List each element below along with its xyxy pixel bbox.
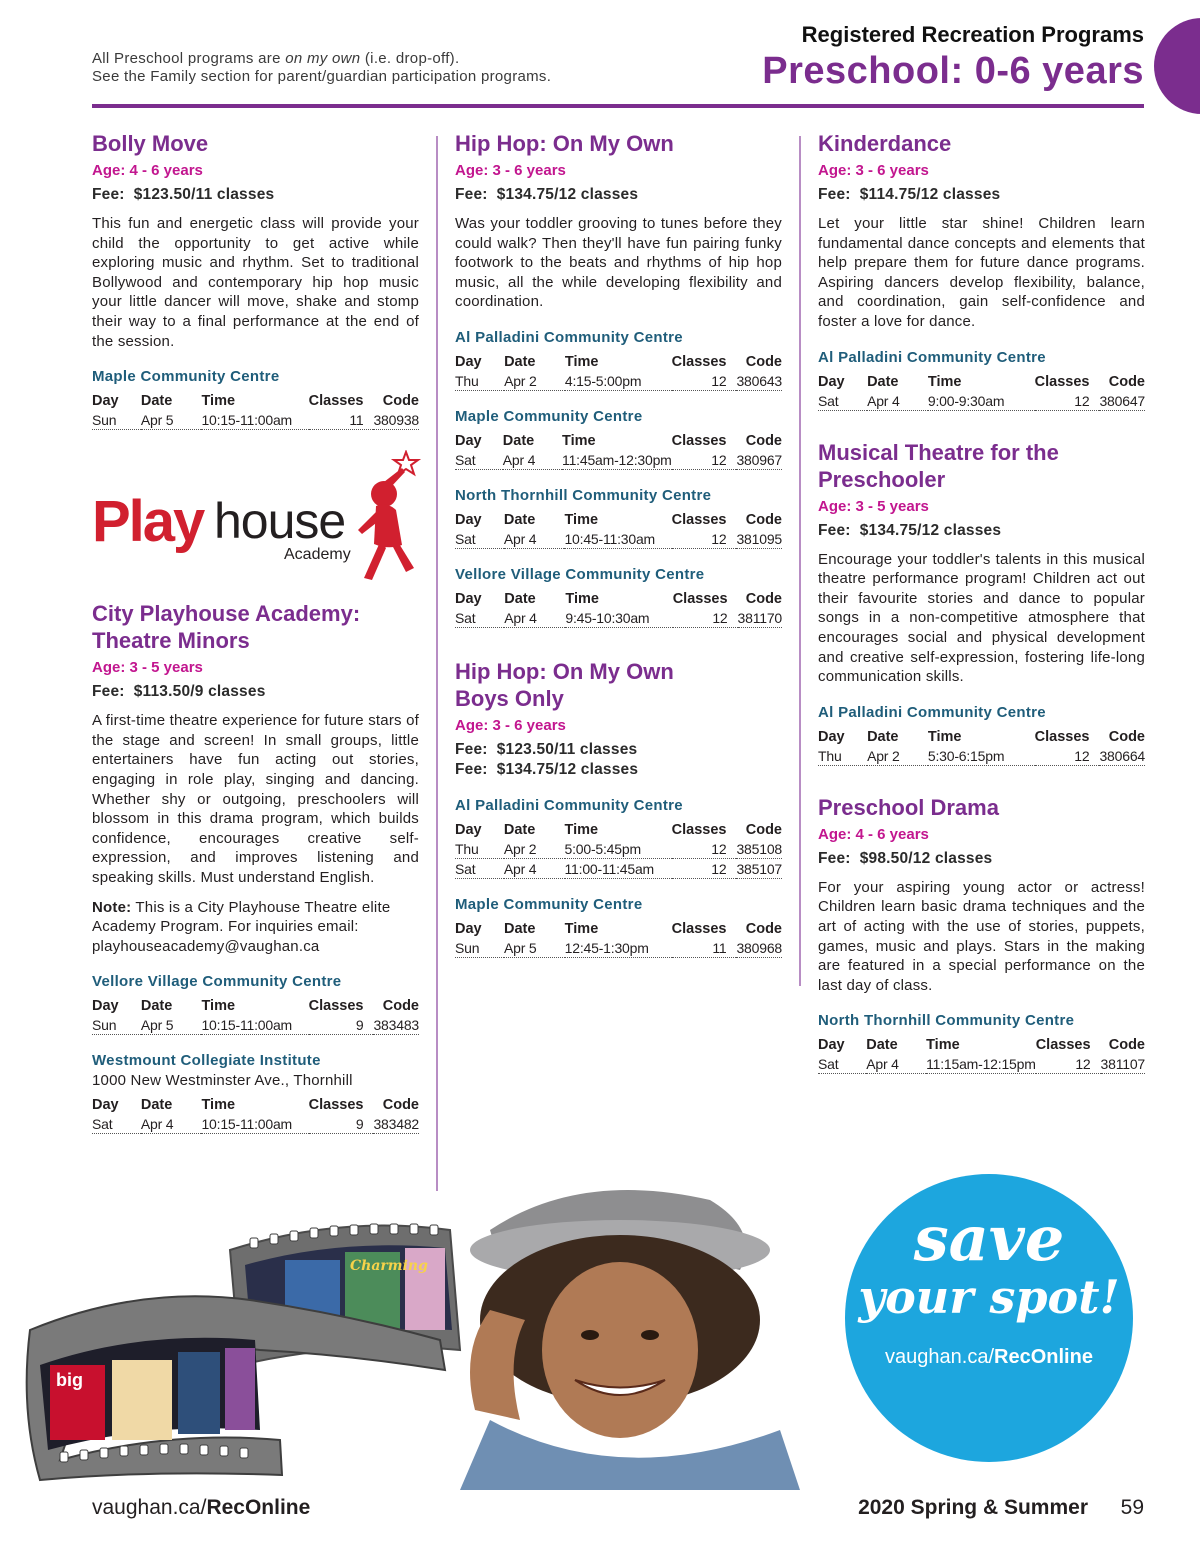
header-divider bbox=[92, 104, 1144, 108]
program-hip-hop-boys bbox=[455, 658, 782, 958]
program-title: Kinderdance bbox=[818, 131, 952, 156]
poster-charming-title: Charming bbox=[350, 1258, 428, 1274]
schedule-row: Thu Apr 2 4:15-5:00pm 12 380643 bbox=[455, 372, 782, 389]
program-title: City Playhouse Academy: Theatre Minors bbox=[92, 601, 361, 654]
program-age: Age: 3 - 6 years bbox=[455, 716, 566, 734]
child-photo bbox=[460, 1190, 800, 1490]
program-note: Note: This is a City Playhouse Theatre elite Academy Program. For inquiries email: playhouseacademy@vaughan.ca bbox=[92, 898, 391, 955]
program-bolly-move bbox=[92, 130, 419, 430]
schedule-table bbox=[455, 431, 782, 470]
location-name: Al Palladini Community Centre bbox=[818, 348, 1046, 366]
program-age: Age: 4 - 6 years bbox=[92, 162, 203, 179]
program-description: Encourage your toddler's talents in this musical theatre performance program! Children act out their favourite stories and dance to popular songs in a non-competitive atmosphere that encourages social and physical development and creative self-expression, fostering life-long communication skills. bbox=[818, 550, 1145, 686]
program-preschool-drama bbox=[818, 794, 1145, 1075]
schedule-header: Day Date Time Classes Code bbox=[92, 1097, 419, 1114]
program-description: Was your toddler grooving to tunes before they could walk? Then they'll have fun pairing funky footwork to the beats and rhythms of hip hop music, all the while developing flexibility and coordination. bbox=[455, 215, 782, 311]
location-name: Al Palladini Community Centre bbox=[455, 328, 683, 346]
promo-line2: your spot! bbox=[858, 1270, 1120, 1324]
location-name: Westmount Collegiate Institute bbox=[92, 1052, 321, 1070]
schedule-header: Day Date Time Classes Code bbox=[818, 373, 1145, 390]
section-label: Registered Recreation Programs bbox=[801, 22, 1144, 47]
schedule-table bbox=[455, 919, 782, 958]
schedule-row: Sat Apr 4 11:45am-12:30pm 12 380967 bbox=[455, 451, 782, 468]
location-address: 1000 New Westminster Ave., Thornhill bbox=[92, 1072, 353, 1090]
footer-url[interactable]: vaughan.ca/RecOnline bbox=[92, 1496, 311, 1519]
column-1 bbox=[92, 130, 419, 1154]
playhouse-academy-logo bbox=[92, 450, 419, 590]
poster-big-title: big bbox=[56, 1370, 83, 1390]
schedule-header: Day Date Time Classes Code bbox=[455, 432, 782, 449]
program-fee: Fee: $123.50/11 classes bbox=[92, 186, 275, 203]
location-name: North Thornhill Community Centre bbox=[818, 1012, 1075, 1030]
program-fee: Fee: $123.50/11 classes bbox=[455, 740, 638, 758]
page-number: 59 bbox=[1120, 1496, 1144, 1519]
program-age: Age: 4 - 6 years bbox=[818, 825, 929, 843]
program-kinderdance bbox=[818, 130, 1145, 411]
program-fee: Fee: $98.50/12 classes bbox=[818, 849, 993, 867]
program-title: Hip Hop: On My Own bbox=[455, 131, 674, 156]
schedule-table bbox=[455, 820, 782, 879]
program-fee: Fee: $134.75/12 classes bbox=[818, 521, 1002, 539]
program-musical-theatre bbox=[818, 439, 1145, 766]
program-description: This fun and energetic class will provide your child the opportunity to get active while exploring music and rhythm. Set to traditional Bollywood and contemporary hip hop music your little dancer will move, shake and stomp their way to a final performance at the end of the session. bbox=[92, 215, 419, 350]
program-fee: Fee: $113.50/9 classes bbox=[92, 683, 266, 701]
schedule-table bbox=[455, 510, 782, 549]
column-divider bbox=[799, 136, 801, 986]
section-tab-marker bbox=[1154, 18, 1200, 114]
logo-play-text: Play bbox=[92, 489, 204, 555]
program-city-playhouse bbox=[92, 600, 419, 1134]
program-age: Age: 3 - 5 years bbox=[92, 659, 203, 677]
schedule-table bbox=[818, 727, 1145, 766]
film-strip-photo-illustration bbox=[20, 1190, 840, 1490]
program-age: Age: 3 - 6 years bbox=[455, 162, 566, 179]
schedule-table bbox=[818, 1035, 1145, 1074]
program-title: Musical Theatre for the Preschooler bbox=[818, 439, 1059, 492]
logo-house-text: house bbox=[214, 493, 346, 550]
schedule-header: Day Date Time Classes Code bbox=[455, 590, 782, 607]
schedule-row: Thu Apr 2 5:00-5:45pm 12 385108 bbox=[455, 840, 782, 857]
schedule-row: Sat Apr 4 10:45-11:30am 12 381095 bbox=[455, 530, 782, 547]
schedule-row: Sun Apr 5 10:15-11:00am 11 380938 bbox=[92, 412, 419, 429]
promo-url[interactable]: vaughan.ca/RecOnline bbox=[885, 1346, 1093, 1368]
location-name: Maple Community Centre bbox=[92, 368, 280, 386]
program-description: For your aspiring young actor or actress! Children learn basic drama techniques and the art of acting with the use of stories, puppets, games, music and plays. Stars in the making are featured in a special performance on the last day of class. bbox=[818, 878, 1145, 994]
program-fee: Fee: $114.75/12 classes bbox=[818, 186, 1001, 203]
schedule-row: Sat Apr 4 11:00-11:45am 12 385107 bbox=[455, 858, 782, 878]
schedule-header: Day Date Time Classes Code bbox=[92, 998, 419, 1015]
program-fee: Fee: $134.75/12 classes bbox=[455, 760, 639, 778]
program-title: Hip Hop: On My Own Boys Only bbox=[455, 658, 674, 711]
header-note-line2: See the Family section for parent/guardian participation programs. bbox=[92, 68, 552, 85]
schedule-header: Day Date Time Classes Code bbox=[455, 353, 782, 370]
schedule-row: Sat Apr 4 9:00-9:30am 12 380647 bbox=[818, 392, 1145, 409]
program-description: A first-time theatre experience for future stars of the stage and screen! In small groups, little entertainers have fun acting out stories, engaging in role play, singing and dancing. Whether shy or outgoing, preschoolers will blossom in this drama program, which builds confidence, encourages creative self-expression, and improves listening and speaking skills. Must understand English. bbox=[92, 712, 420, 886]
program-age: Age: 3 - 6 years bbox=[818, 162, 929, 179]
schedule-row: Sat Apr 4 11:15am-12:15pm 12 381107 bbox=[818, 1056, 1145, 1073]
schedule-header: Day Date Time Classes Code bbox=[92, 393, 419, 410]
schedule-table bbox=[92, 996, 419, 1035]
schedule-header: Day Date Time Classes Code bbox=[455, 511, 782, 528]
column-2 bbox=[455, 130, 782, 978]
schedule-table bbox=[92, 391, 419, 430]
promo-line1: save bbox=[913, 1202, 1065, 1275]
program-title: Bolly Move bbox=[92, 131, 209, 156]
location-name: Al Palladini Community Centre bbox=[455, 796, 683, 814]
program-age: Age: 3 - 5 years bbox=[818, 497, 929, 515]
schedule-row: Sun Apr 5 10:15-11:00am 9 383483 bbox=[92, 1017, 419, 1034]
location-name: Vellore Village Community Centre bbox=[92, 973, 342, 991]
footer-season: 2020 Spring & Summer bbox=[858, 1496, 1088, 1519]
schedule-header: Day Date Time Classes Code bbox=[818, 728, 1145, 745]
column-3 bbox=[818, 130, 1145, 1094]
program-description: Let your little star shine! Children learn fundamental dance concepts and elements that help prepare them for future dance programs. Aspiring dancers develop flexibility, balance, and coordination, gain self-confidence and foster a love for dance. bbox=[818, 215, 1145, 330]
schedule-row: Sun Apr 5 12:45-1:30pm 11 380968 bbox=[455, 939, 782, 956]
location-name: Vellore Village Community Centre bbox=[455, 565, 705, 583]
dancing-child-icon bbox=[354, 450, 424, 585]
schedule-row: Sat Apr 4 10:15-11:00am 9 383482 bbox=[92, 1116, 419, 1133]
schedule-header: Day Date Time Classes Code bbox=[455, 920, 782, 937]
header-note: All Preschool programs are on my own (i.e. drop-off). See the Family section for parent/guardian participation programs. bbox=[92, 50, 552, 85]
logo-academy-text: Academy bbox=[284, 546, 351, 564]
schedule-table bbox=[92, 1095, 419, 1134]
schedule-table bbox=[455, 589, 782, 628]
schedule-header: Day Date Time Classes Code bbox=[455, 821, 782, 838]
save-your-spot-badge bbox=[845, 1174, 1133, 1462]
column-divider bbox=[436, 136, 438, 1191]
program-title: Preschool Drama bbox=[818, 794, 999, 820]
program-fee: Fee: $134.75/12 classes bbox=[455, 186, 639, 203]
schedule-row: Sat Apr 4 9:45-10:30am 12 381170 bbox=[455, 609, 782, 626]
location-name: Maple Community Centre bbox=[455, 407, 643, 425]
schedule-table bbox=[455, 352, 782, 391]
location-name: Al Palladini Community Centre bbox=[818, 703, 1046, 721]
location-name: North Thornhill Community Centre bbox=[455, 486, 712, 504]
schedule-table bbox=[818, 372, 1145, 411]
program-hip-hop bbox=[455, 130, 782, 628]
schedule-header: Day Date Time Classes Code bbox=[818, 1037, 1145, 1054]
schedule-row: Thu Apr 2 5:30-6:15pm 12 380664 bbox=[818, 747, 1145, 764]
location-name: Maple Community Centre bbox=[455, 895, 643, 913]
page-title: Preschool: 0-6 years bbox=[762, 50, 1144, 92]
